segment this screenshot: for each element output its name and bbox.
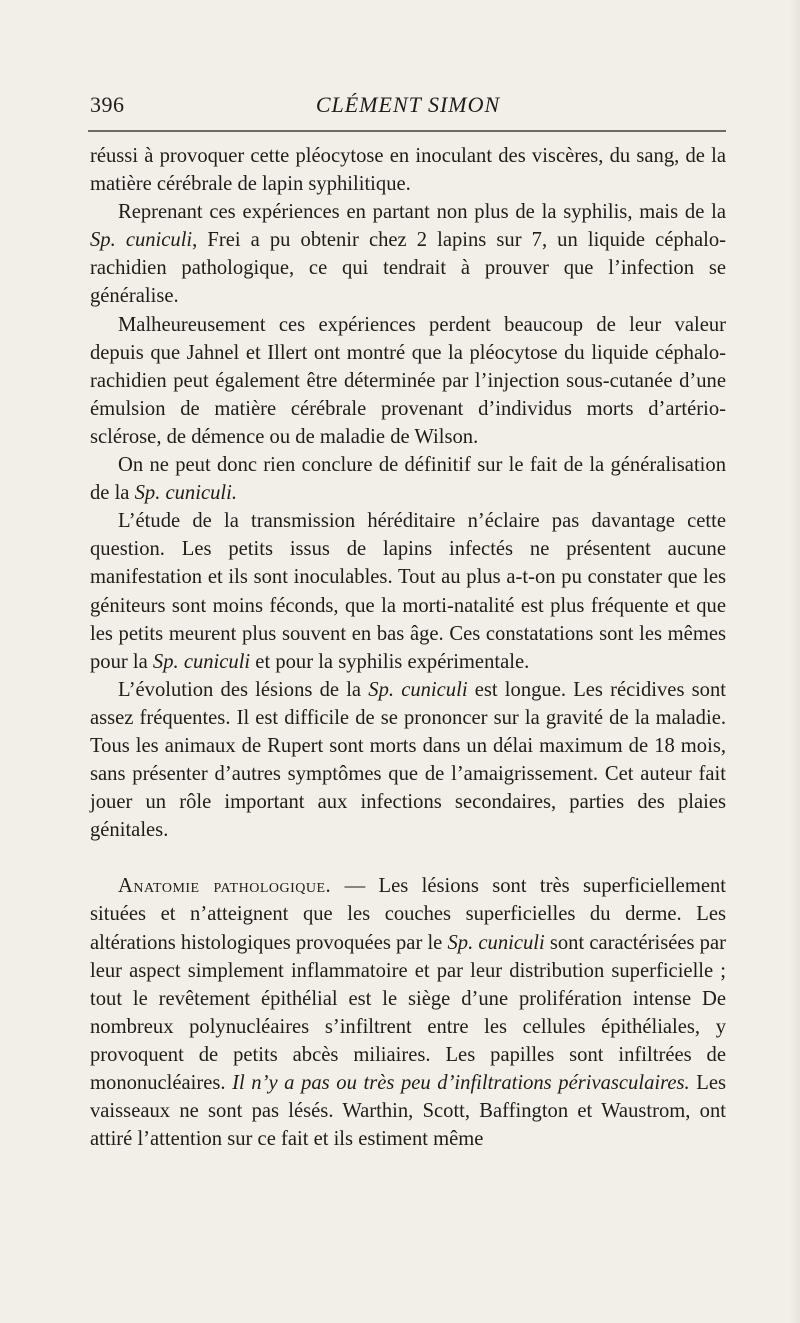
paragraph-2-text-c: , Frei a pu obtenir chez 2 lapins sur 7, un liquide céphalo-rachidien pathologique, ce qui tendrait à prouver que l’infection se généralise. <box>90 229 727 308</box>
paragraph-5-text-a: L’étude de la transmission héréditaire n’éclaire pas davantage cette question. Les petits issus de lapins infectés ne présentent aucune manifestation et ils sont inoculables. Tout au plus a-t-on pu constater que les géniteurs sont moins féconds, que la morti-natalité est plus fréquente et que les petits meurent plus souvent en bas âge. Ces constatations sont les mêmes pour la <box>90 510 726 673</box>
header-rule <box>88 130 726 132</box>
page-edge-shadow <box>790 0 800 1323</box>
running-title: CLÉMENT SIMON <box>315 92 501 117</box>
paragraph-7-species: Sp. cuniculi <box>447 931 545 954</box>
paragraph-6 <box>90 676 726 845</box>
paragraph-7-text-c: sont caractérisées par leur aspect simplement inflammatoire et par leur distribution superficielle ; tout le revêtement épithélial est le siège d’une prolifération intense De nombreux polynucléaires s’infiltrent entre les cellules épithéliales, y provoquent de petits abcès miliaires. Les papilles sont infiltrées de mononucléaires. <box>90 931 726 1094</box>
paragraph-7 <box>90 872 726 1153</box>
paragraph-7-emphasis: Il n’y a pas ou très peu d’infiltrations périvasculaires. <box>232 1072 690 1094</box>
paragraph-5 <box>90 507 726 676</box>
paragraph-6-species: Sp. cuniculi <box>368 678 468 701</box>
paragraph-6-text-c: est longue. Les récidives sont assez fréquentes. Il est difficile de se prononcer sur la gravité de la maladie. Tous les animaux de Rupert sont morts dans un délai maximum de 18 mois, sans présenter d’autres symptômes que de l’amaigrissement. Cet auteur fait jouer un rôle important aux infections secondaires, parties des plaies génitales. <box>90 678 726 842</box>
paragraph-7-text-a: — Les lésions sont très superficiellement situées et n’atteignent que les couches superficielles du derme. Les altérations histologiques provoquées par le <box>90 875 726 954</box>
paragraph-3 <box>90 311 726 451</box>
paragraph-2-text-a: Reprenant ces expériences en partant non plus de la syphilis, mais de la <box>118 201 726 224</box>
paragraph-6-text-a: L’évolution des lésions de la <box>118 678 369 701</box>
paragraph-4-species: Sp. cuniculi. <box>134 482 237 505</box>
paragraph-2-species: Sp. cuniculi <box>90 229 193 252</box>
running-head <box>90 92 726 126</box>
paragraph-3-text: Malheureusement ces expériences perdent beaucoup de leur valeur depuis que Jahnel et Illert ont montré que la pléocytose du liquide céphalo-rachidien peut également être déterminée par l’injection sous-cutanée d’une émulsion de matière cérébrale provenant d’individus morts d’artério-sclérose, de démence ou de maladie de Wilson. <box>90 313 726 448</box>
paragraph-5-text-c: et pour la syphilis expérimentale. <box>250 650 530 673</box>
paragraph-4-text-a: On ne peut donc rien conclure de définitif sur le fait de la généralisation de la <box>90 454 726 505</box>
paragraph-1-text: réussi à provoquer cette pléocytose en inoculant des viscères, du sang, de la matière cérébrale de lapin syphilitique. <box>90 145 726 196</box>
body-text <box>90 142 726 1153</box>
paragraph-5-species: Sp. cuniculi <box>152 650 251 673</box>
page-number: 396 <box>90 92 125 117</box>
paragraph-1 <box>90 142 726 198</box>
paragraph-2 <box>90 198 726 310</box>
paragraph-7-text-e: Les vaisseaux ne sont pas lésés. Warthin, Scott, Baffington et Waustrom, ont attiré l’attention sur ce fait et ils estiment même <box>90 1072 726 1151</box>
paragraph-4 <box>90 451 726 507</box>
section-heading: Anatomie pathologique. <box>118 875 332 898</box>
